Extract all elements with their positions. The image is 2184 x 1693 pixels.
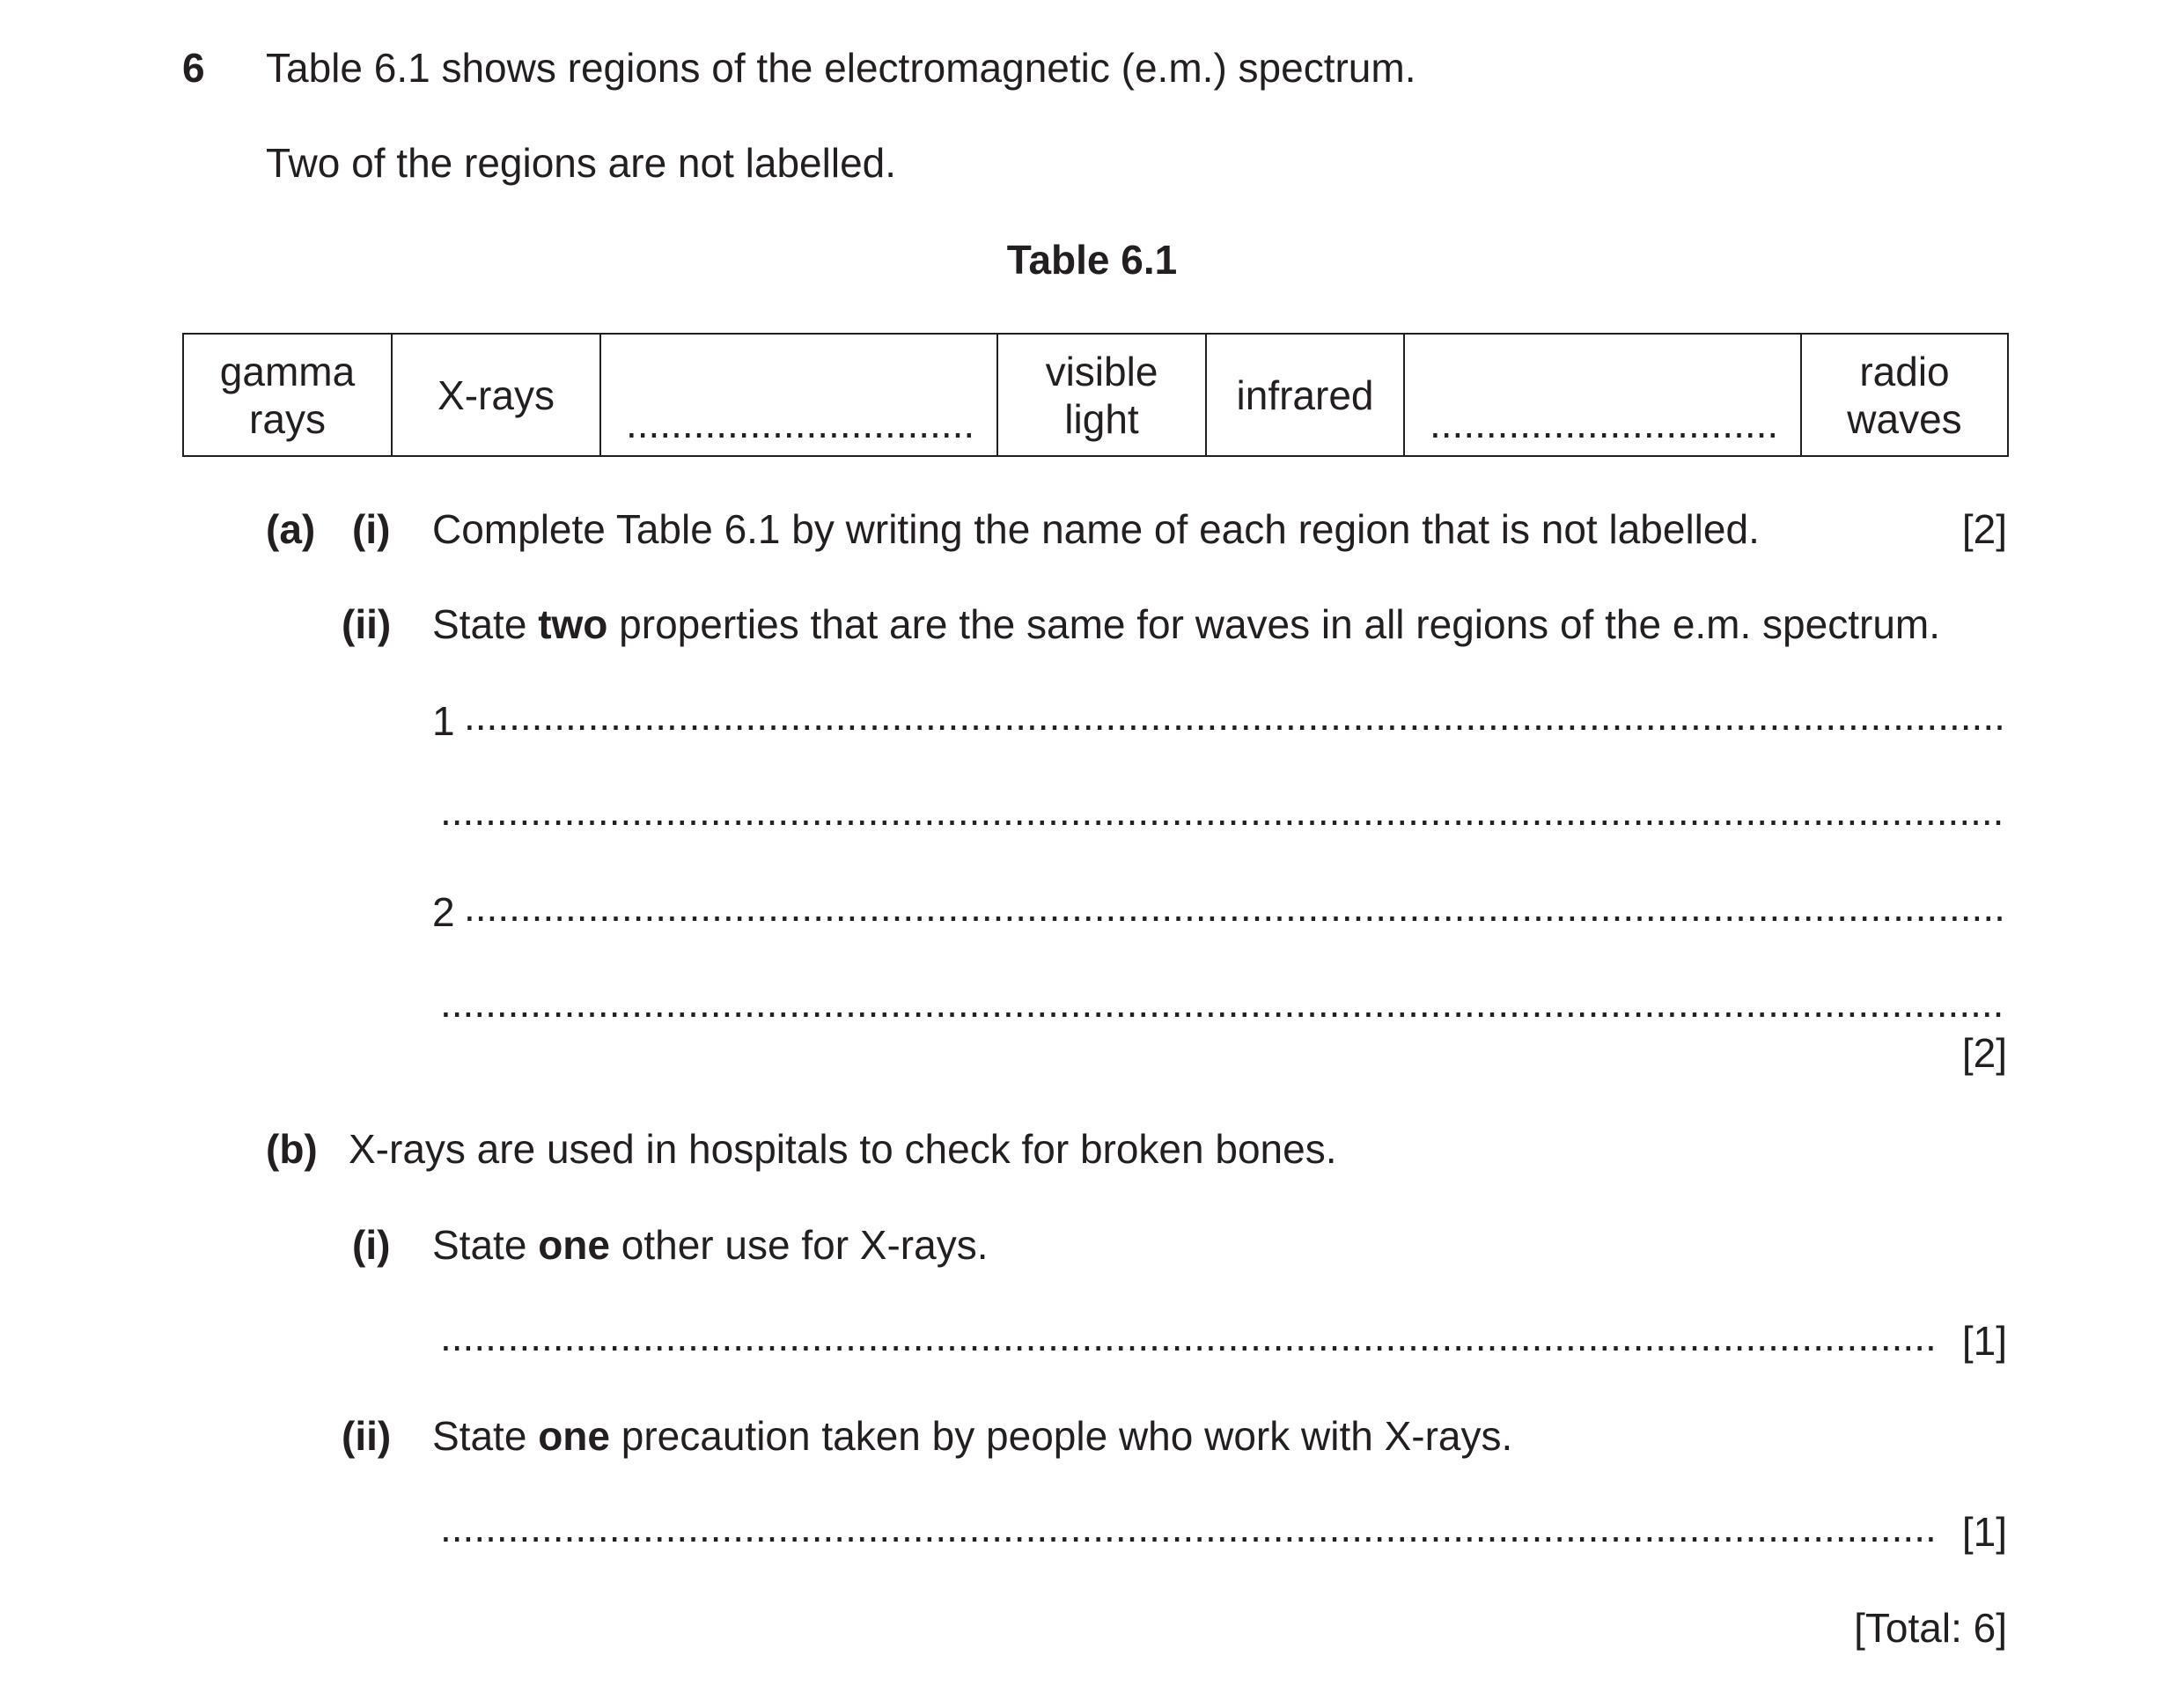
part-b-text: X-rays are used in hospitals to check for broken bones. — [349, 1126, 1337, 1172]
question-intro-2: Two of the regions are not labelled. — [266, 140, 897, 186]
cell-infrared: infrared — [1206, 334, 1404, 456]
table-row — [183, 334, 2008, 456]
answer-line-2a[interactable] — [464, 887, 2007, 929]
part-b-ii-text: State one precaution taken by people who work with X-rays. — [432, 1413, 1513, 1459]
answer-line-2b[interactable] — [440, 983, 2007, 1025]
cell-radio-waves: radio waves — [1801, 334, 2008, 456]
cell-blank-1[interactable] — [600, 334, 997, 456]
cell-gamma-rays: gamma rays — [183, 334, 392, 456]
part-b-i-marks: [1] — [1961, 1318, 2007, 1364]
part-a-ii-marks: [2] — [1961, 1030, 2007, 1076]
part-a-ii-text: State two properties that are the same for waves in all regions of the e.m. spectrum. — [432, 601, 1941, 647]
part-a-i-label: (i) — [352, 506, 391, 552]
part-b-i-text: State one other use for X-rays. — [432, 1222, 989, 1268]
answer-line-b-ii[interactable] — [440, 1507, 1937, 1549]
total-marks: [Total: 6] — [1854, 1605, 2007, 1651]
part-a-i-marks: [2] — [1961, 506, 2007, 552]
part-a-label: (a) — [266, 506, 316, 552]
answer-line-blank-1[interactable] — [626, 406, 972, 441]
answer-line-b-i[interactable] — [440, 1316, 1937, 1358]
answer-2-number: 2 — [432, 889, 455, 935]
part-b-ii-marks: [1] — [1961, 1509, 2007, 1555]
part-b-i-label: (i) — [352, 1222, 391, 1268]
part-a-i-text: Complete Table 6.1 by writing the name of each region that is not labelled. — [432, 506, 1760, 552]
question-intro: Table 6.1 shows regions of the electromagnetic (e.m.) spectrum. — [266, 45, 1416, 91]
cell-blank-2[interactable] — [1404, 334, 1801, 456]
em-spectrum-table — [182, 333, 2009, 457]
answer-line-blank-2[interactable] — [1430, 406, 1776, 441]
part-a-ii-label: (ii) — [342, 601, 392, 647]
answer-line-1b[interactable] — [440, 791, 2007, 833]
cell-visible-light: visible light — [997, 334, 1206, 456]
part-b-label: (b) — [266, 1126, 318, 1172]
answer-1-number: 1 — [432, 698, 455, 744]
part-b-ii-label: (ii) — [342, 1413, 392, 1459]
question-number: 6 — [182, 45, 205, 91]
answer-line-1a[interactable] — [464, 696, 2007, 738]
cell-x-rays: X-rays — [392, 334, 600, 456]
table-title: Table 6.1 — [1006, 237, 1178, 283]
